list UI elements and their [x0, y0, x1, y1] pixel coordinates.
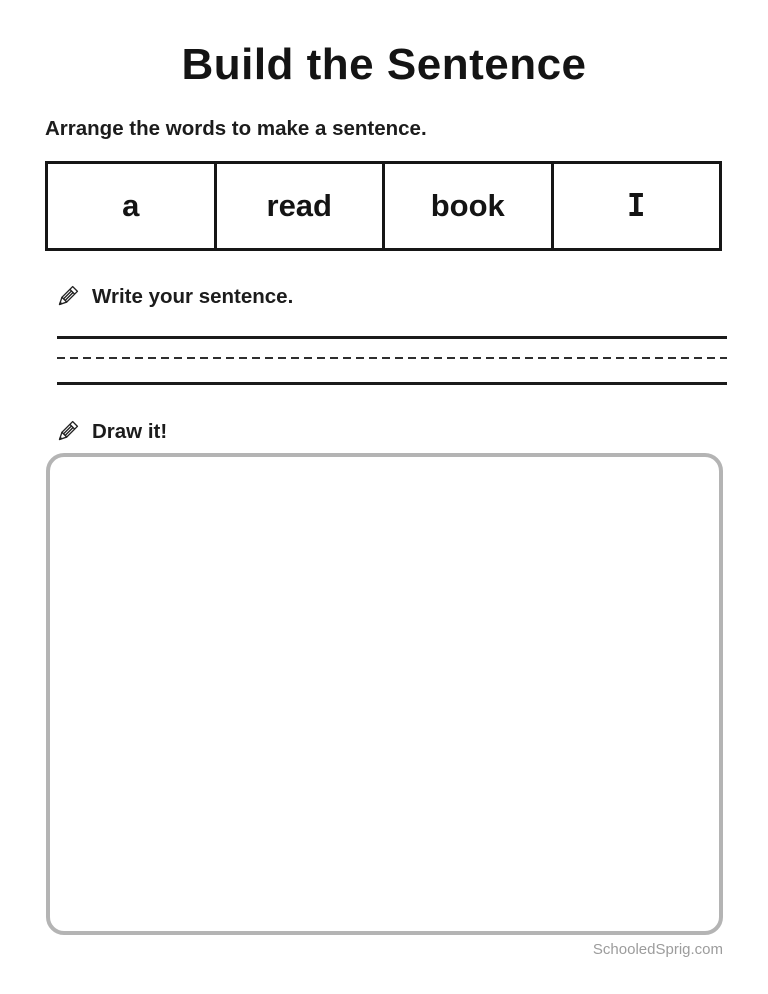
writing-line-top [57, 336, 727, 339]
writing-line-bottom [57, 382, 727, 385]
word-card-label: read [266, 188, 332, 223]
word-card[interactable] [385, 164, 554, 248]
word-card-label: I [626, 188, 646, 224]
pencil-icon [54, 283, 81, 310]
handwriting-lines[interactable] [57, 336, 727, 385]
writing-line-middle-dashed [57, 357, 727, 359]
draw-section-header [54, 418, 768, 445]
write-section-header [54, 283, 768, 310]
page-title: Build the Sentence [181, 40, 587, 89]
drawing-area[interactable] [46, 453, 723, 935]
pencil-icon [54, 418, 81, 445]
word-bank-table [45, 161, 722, 251]
footer-credit: SchooledSprig.com [592, 941, 723, 958]
word-card[interactable] [554, 164, 720, 248]
word-card[interactable] [217, 164, 386, 248]
instruction-text: Arrange the words to make a sentence. [45, 117, 427, 140]
word-card-label: book [430, 188, 505, 223]
word-card-label: a [122, 188, 140, 223]
word-card[interactable] [48, 164, 217, 248]
draw-section-label: Draw it! [92, 419, 168, 443]
write-section-label: Write your sentence. [92, 284, 294, 308]
